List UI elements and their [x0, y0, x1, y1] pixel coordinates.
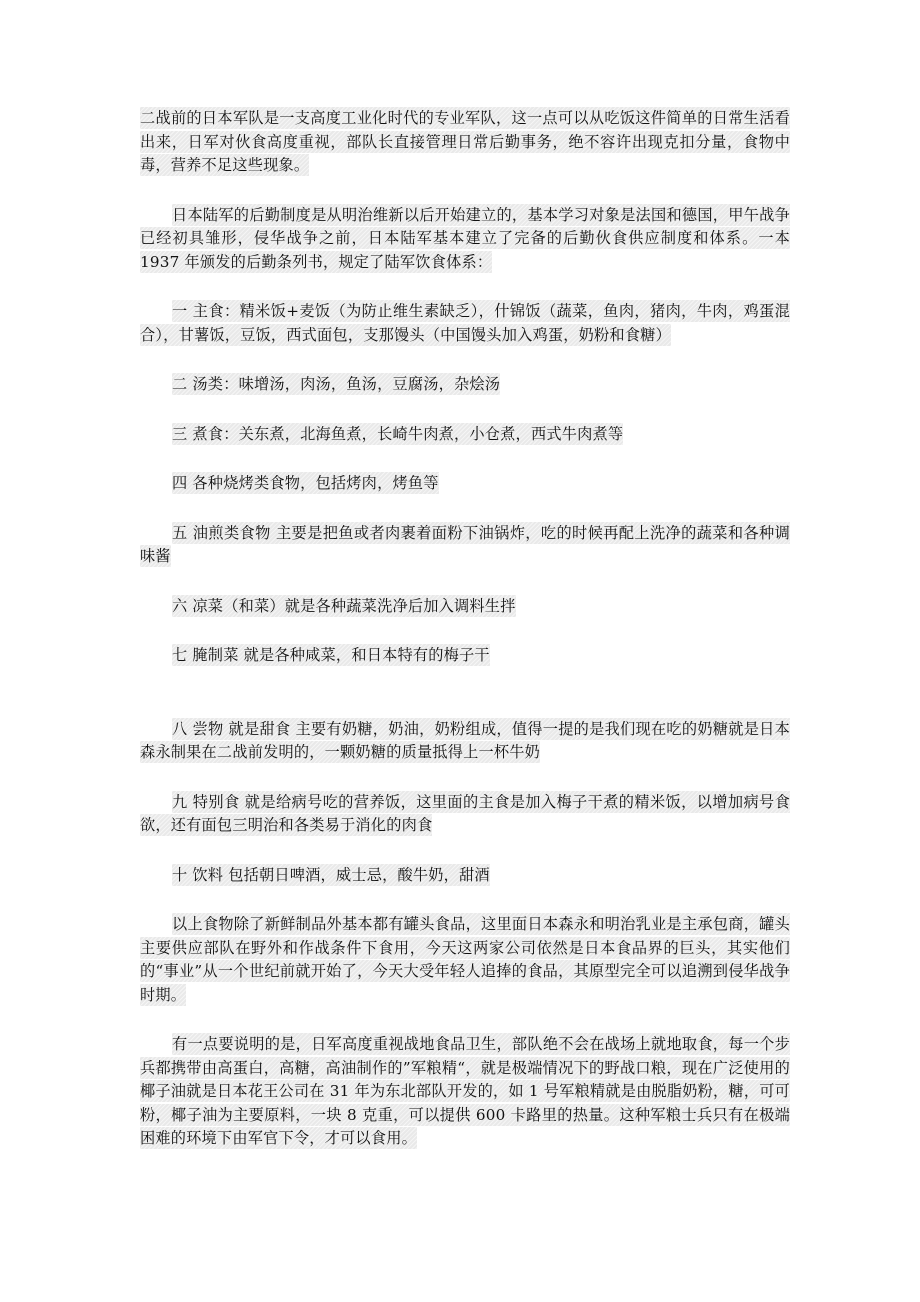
paragraph-intro: [140, 107, 790, 178]
paragraph-text: 二 汤类：味增汤，肉汤，鱼汤，豆腐汤，杂烩汤: [172, 375, 501, 393]
paragraph-text: 六 凉菜（和菜）就是各种蔬菜洗净后加入调料生拌: [172, 596, 516, 615]
list-item-pickles: [140, 644, 790, 668]
paragraph-text: 四 各种烧烤类食物，包括烤肉，烤鱼等: [172, 474, 439, 492]
list-item-soups: [140, 373, 790, 397]
list-item-fried: [140, 522, 790, 569]
paragraph-logistics-history: [140, 204, 790, 275]
paragraph-text: 三 煮食：关东煮，北海鱼煮，长崎牛肉煮，小仓煮，西式牛肉煮等: [172, 424, 624, 443]
paragraph-text: 以上食物除了新鲜制品外基本都有罐头食品，这里面日本森永和明治乳业是主承包商，罐头主要供应部队在野外和作战条件下食用，今天这两家公司依然是日本食品界的巨头，其实他们的“事业”从一个世纪前就开始了，今天大受年轻人追捧的食品，其原型完全可以追溯到侵华战争时期。: [140, 915, 790, 1004]
paragraph-text: 二战前的日本军队是一支高度工业化时代的专业军队，这一点可以从吃饭这件简单的日常生活看出来，日军对伙食高度重视，部队长直接管理日常后勤事务，绝不容许出现克扣分量，食物中毒，营养不足这些现象。: [140, 109, 790, 174]
paragraph-text: 五 油煎类食物 主要是把鱼或者肉裹着面粉下油锅炸，吃的时候再配上洗净的蔬菜和各种调味酱: [140, 523, 790, 565]
list-item-cold-dishes: [140, 595, 790, 619]
paragraph-canned-food: [140, 913, 790, 1007]
paragraph-text: 日本陆军的后勤制度是从明治维新以后开始建立的，基本学习对象是法国和德国，甲午战争已经初具雏形，侵华战争之前，日本陆军基本建立了完备的后勤伙食供应制度和体系。一本 1937 年颁发的后勤条列书，规定了陆军饮食体系：: [140, 205, 790, 271]
paragraph-text: 八 尝物 就是甜食 主要有奶糖，奶油，奶粉组成，值得一提的是我们现在吃的奶糖就是日本森永制果在二战前发明的，一颗奶糖的质量抵得上一杯牛奶: [140, 719, 790, 761]
paragraph-text: 有一点要说明的是，日军高度重视战地食品卫生，部队绝不会在战场上就地取食，每一个步兵都携带由高蛋白，高糖，高油制作的”军粮精“，就是极端情况下的野战口粮，现在广泛使用的椰子油就是日本花王公司在 31 年为东北部队开发的，如 1 号军粮精就是由脱脂奶粉，糖，可可粉，椰子油为主要原料，一块 8 克重，可以提供 600 卡路里的热量。这种军粮士兵只有在极端困难的环境下由军官下令，才可以食用。: [140, 1035, 790, 1147]
paragraph-text: 一 主食：精米饭+麦饭（为防止维生素缺乏），什锦饭（蔬菜，鱼肉，猪肉，牛肉，鸡蛋混合），甘薯饭，豆饭，西式面包，支那馒头（中国馒头加入鸡蛋，奶粉和食糖）: [140, 302, 790, 344]
list-item-special-food: [140, 791, 790, 838]
list-item-staple-food: [140, 300, 790, 347]
document-body: [140, 107, 790, 1151]
list-item-grilled: [140, 472, 790, 496]
list-item-stews: [140, 423, 790, 447]
paragraph-field-rations: [140, 1033, 790, 1151]
list-item-sweets: [140, 718, 790, 765]
paragraph-text: 十 饮料 包括朝日啤酒，威士忌，酸牛奶，甜酒: [172, 865, 490, 884]
paragraph-text: 七 腌制菜 就是各种咸菜，和日本特有的梅子干: [172, 646, 490, 664]
paragraph-text: 九 特别食 就是给病号吃的营养饭，这里面的主食是加入梅子干煮的精米饭，以增加病号食欲，还有面包三明治和各类易于消化的肉食: [140, 792, 790, 834]
list-item-drinks: [140, 864, 790, 888]
